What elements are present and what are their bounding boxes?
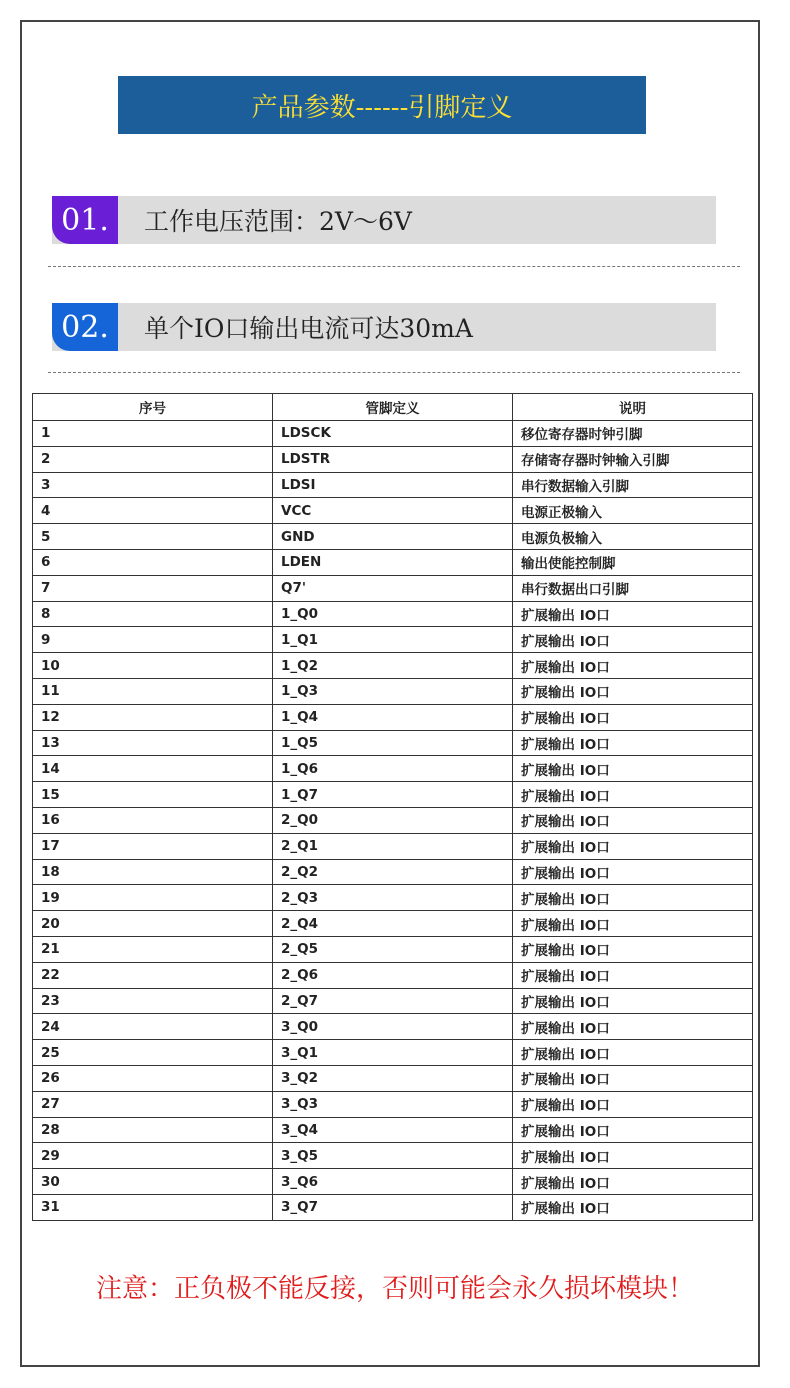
feature-number-badge: 01.	[52, 196, 118, 244]
pin-name: 1_Q7	[273, 782, 513, 808]
pin-name: 1_Q6	[273, 756, 513, 782]
pin-description: 扩展输出 IO口	[513, 678, 753, 704]
table-row	[33, 1040, 753, 1066]
pin-description: 扩展输出 IO口	[513, 1169, 753, 1195]
pin-number: 18	[33, 859, 273, 885]
table-row	[33, 1194, 753, 1220]
pin-number: 26	[33, 1065, 273, 1091]
pin-description: 扩展输出 IO口	[513, 730, 753, 756]
pin-number: 16	[33, 807, 273, 833]
pin-number: 27	[33, 1091, 273, 1117]
pin-name: 2_Q2	[273, 859, 513, 885]
pin-name: 2_Q5	[273, 936, 513, 962]
pin-description: 扩展输出 IO口	[513, 988, 753, 1014]
pin-number: 30	[33, 1169, 273, 1195]
dashed-divider	[48, 266, 740, 267]
pin-name: 1_Q2	[273, 653, 513, 679]
table-row	[33, 549, 753, 575]
pin-description: 扩展输出 IO口	[513, 782, 753, 808]
pin-description: 扩展输出 IO口	[513, 936, 753, 962]
table-row	[33, 730, 753, 756]
pin-number: 12	[33, 704, 273, 730]
column-header-pin: 管脚定义	[273, 394, 513, 421]
pin-description: 扩展输出 IO口	[513, 653, 753, 679]
table-row	[33, 988, 753, 1014]
pin-number: 10	[33, 653, 273, 679]
pin-description: 扩展输出 IO口	[513, 627, 753, 653]
pin-name: LDSCK	[273, 421, 513, 447]
pin-number: 22	[33, 962, 273, 988]
table-header-row	[33, 394, 753, 421]
table-row	[33, 807, 753, 833]
pin-number: 20	[33, 911, 273, 937]
table-row	[33, 627, 753, 653]
table-row	[33, 498, 753, 524]
pin-name: 3_Q6	[273, 1169, 513, 1195]
pin-description: 扩展输出 IO口	[513, 1040, 753, 1066]
pin-name: 1_Q3	[273, 678, 513, 704]
pin-description: 扩展输出 IO口	[513, 1117, 753, 1143]
pin-name: 3_Q2	[273, 1065, 513, 1091]
pin-name: 3_Q4	[273, 1117, 513, 1143]
pin-name: 2_Q6	[273, 962, 513, 988]
table-row	[33, 1091, 753, 1117]
pin-description: 扩展输出 IO口	[513, 885, 753, 911]
pin-description: 输出使能控制脚	[513, 549, 753, 575]
pin-number: 24	[33, 1014, 273, 1040]
pin-description: 扩展输出 IO口	[513, 601, 753, 627]
pin-description: 扩展输出 IO口	[513, 807, 753, 833]
pin-number: 15	[33, 782, 273, 808]
pin-name: 3_Q3	[273, 1091, 513, 1117]
table-row	[33, 885, 753, 911]
pin-name: VCC	[273, 498, 513, 524]
pin-number: 1	[33, 421, 273, 447]
feature-text: 单个IO口输出电流可达30mA	[144, 314, 473, 343]
pin-number: 2	[33, 446, 273, 472]
pin-number: 11	[33, 678, 273, 704]
table-row	[33, 446, 753, 472]
pin-number: 5	[33, 524, 273, 550]
pin-description: 扩展输出 IO口	[513, 704, 753, 730]
pin-number: 7	[33, 575, 273, 601]
pin-name: 2_Q4	[273, 911, 513, 937]
column-header-description: 说明	[513, 394, 753, 421]
pin-name: LDSI	[273, 472, 513, 498]
pin-name: 3_Q5	[273, 1143, 513, 1169]
table-row	[33, 472, 753, 498]
pin-description: 扩展输出 IO口	[513, 911, 753, 937]
pin-name: 2_Q3	[273, 885, 513, 911]
table-row	[33, 833, 753, 859]
pin-number: 21	[33, 936, 273, 962]
pin-number: 29	[33, 1143, 273, 1169]
table-row	[33, 1014, 753, 1040]
pin-name: Q7'	[273, 575, 513, 601]
feature-current	[52, 303, 716, 351]
pin-number: 3	[33, 472, 273, 498]
pin-name: 1_Q5	[273, 730, 513, 756]
table-row	[33, 524, 753, 550]
pin-number: 8	[33, 601, 273, 627]
table-row	[33, 782, 753, 808]
section-title	[118, 76, 646, 134]
pin-description: 电源正极输入	[513, 498, 753, 524]
pin-number: 28	[33, 1117, 273, 1143]
table-row	[33, 1169, 753, 1195]
pin-description: 扩展输出 IO口	[513, 1143, 753, 1169]
pin-description: 扩展输出 IO口	[513, 756, 753, 782]
table-row	[33, 936, 753, 962]
pin-description: 扩展输出 IO口	[513, 1014, 753, 1040]
pin-name: 2_Q7	[273, 988, 513, 1014]
pin-number: 14	[33, 756, 273, 782]
pin-description: 电源负极输入	[513, 524, 753, 550]
pin-description: 扩展输出 IO口	[513, 859, 753, 885]
warning-notice: 注意：正负极不能反接，否则可能会永久损坏模块！	[95, 1274, 694, 1304]
table-row	[33, 575, 753, 601]
pin-name: LDEN	[273, 549, 513, 575]
table-row	[33, 1065, 753, 1091]
pin-description: 扩展输出 IO口	[513, 1065, 753, 1091]
pin-number: 9	[33, 627, 273, 653]
pin-name: 1_Q0	[273, 601, 513, 627]
pin-name: 3_Q7	[273, 1194, 513, 1220]
table-row	[33, 859, 753, 885]
pin-number: 23	[33, 988, 273, 1014]
pin-number: 19	[33, 885, 273, 911]
pin-number: 13	[33, 730, 273, 756]
section-title-text: 产品参数------引脚定义	[251, 92, 513, 123]
table-row	[33, 678, 753, 704]
feature-number-badge: 02.	[52, 303, 118, 351]
pin-name: 1_Q4	[273, 704, 513, 730]
pin-description: 存储寄存器时钟输入引脚	[513, 446, 753, 472]
pin-name: 2_Q1	[273, 833, 513, 859]
table-row	[33, 653, 753, 679]
pin-definition-table	[32, 393, 753, 1221]
pin-number: 31	[33, 1194, 273, 1220]
pin-name: 3_Q1	[273, 1040, 513, 1066]
pin-description: 移位寄存器时钟引脚	[513, 421, 753, 447]
pin-name: 3_Q0	[273, 1014, 513, 1040]
dashed-divider	[48, 372, 740, 373]
pin-name: 1_Q1	[273, 627, 513, 653]
table-row	[33, 1117, 753, 1143]
pin-description: 扩展输出 IO口	[513, 833, 753, 859]
table-row	[33, 421, 753, 447]
table-row	[33, 911, 753, 937]
pin-description: 扩展输出 IO口	[513, 1091, 753, 1117]
pin-name: LDSTR	[273, 446, 513, 472]
table-row	[33, 704, 753, 730]
table-row	[33, 601, 753, 627]
pin-number: 25	[33, 1040, 273, 1066]
pin-description: 扩展输出 IO口	[513, 1194, 753, 1220]
pin-number: 6	[33, 549, 273, 575]
pin-name: GND	[273, 524, 513, 550]
pin-description: 扩展输出 IO口	[513, 962, 753, 988]
feature-voltage	[52, 196, 716, 244]
feature-text: 工作电压范围：2V～6V	[144, 207, 412, 236]
pin-number: 4	[33, 498, 273, 524]
pin-number: 17	[33, 833, 273, 859]
table-row	[33, 962, 753, 988]
table-row	[33, 756, 753, 782]
pin-description: 串行数据出口引脚	[513, 575, 753, 601]
column-header-index: 序号	[33, 394, 273, 421]
pin-name: 2_Q0	[273, 807, 513, 833]
table-row	[33, 1143, 753, 1169]
pin-description: 串行数据输入引脚	[513, 472, 753, 498]
